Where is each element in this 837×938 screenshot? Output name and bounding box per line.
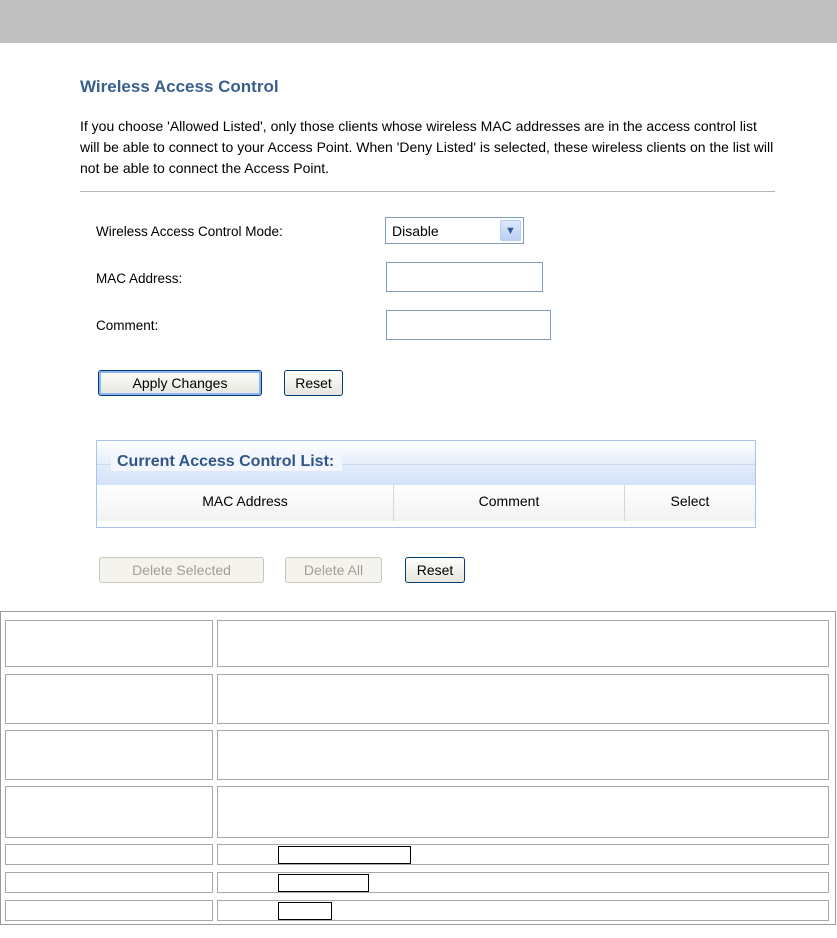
table-cell xyxy=(217,900,829,921)
page-description: If you choose 'Allowed Listed', only those clients whose wireless MAC addresses are in the access control list will be able to connect to your Access Point. When 'Deny Listed' is selected, these wireless clients on the list will not be able to connect the Access Point. xyxy=(80,118,774,176)
empty-description-table xyxy=(0,611,836,925)
table-cell xyxy=(5,730,213,780)
acl-header xyxy=(97,441,755,485)
table-cell xyxy=(5,620,213,667)
boxed-placeholder xyxy=(278,902,332,920)
comment-input[interactable] xyxy=(386,310,551,340)
comment-label: Comment: xyxy=(96,318,159,333)
mac-address-label: MAC Address: xyxy=(96,271,183,286)
table-cell xyxy=(5,900,213,921)
column-comment: Comment xyxy=(394,485,625,521)
delete-selected-button[interactable]: Delete Selected xyxy=(99,557,264,583)
table-cell xyxy=(217,872,829,893)
table-cell xyxy=(217,730,829,780)
mode-select[interactable] xyxy=(385,217,524,244)
table-cell xyxy=(217,844,829,865)
mode-label: Wireless Access Control Mode: xyxy=(96,224,283,239)
column-select: Select xyxy=(625,485,755,521)
mode-select-value: Disable xyxy=(392,223,439,239)
table-cell xyxy=(5,844,213,865)
acl-title: Current Access Control List: xyxy=(111,453,342,471)
top-bar xyxy=(0,0,837,43)
table-cell xyxy=(5,786,213,838)
boxed-placeholder xyxy=(278,874,369,892)
table-cell xyxy=(217,786,829,838)
table-cell xyxy=(217,674,829,724)
access-control-list xyxy=(96,440,756,528)
reset-button[interactable]: Reset xyxy=(284,370,343,396)
table-cell xyxy=(217,620,829,667)
delete-all-button[interactable]: Delete All xyxy=(285,557,382,583)
acl-reset-button[interactable]: Reset xyxy=(405,557,465,583)
divider xyxy=(80,191,775,192)
apply-changes-button[interactable]: Apply Changes xyxy=(98,370,262,396)
column-mac-address: MAC Address xyxy=(97,485,394,521)
acl-column-headers xyxy=(97,485,755,521)
table-cell xyxy=(5,872,213,893)
chevron-down-icon[interactable]: ▼ xyxy=(500,220,521,241)
mac-address-input[interactable] xyxy=(386,262,543,292)
boxed-placeholder xyxy=(278,846,411,864)
table-cell xyxy=(5,674,213,724)
page-title: Wireless Access Control xyxy=(80,77,279,96)
